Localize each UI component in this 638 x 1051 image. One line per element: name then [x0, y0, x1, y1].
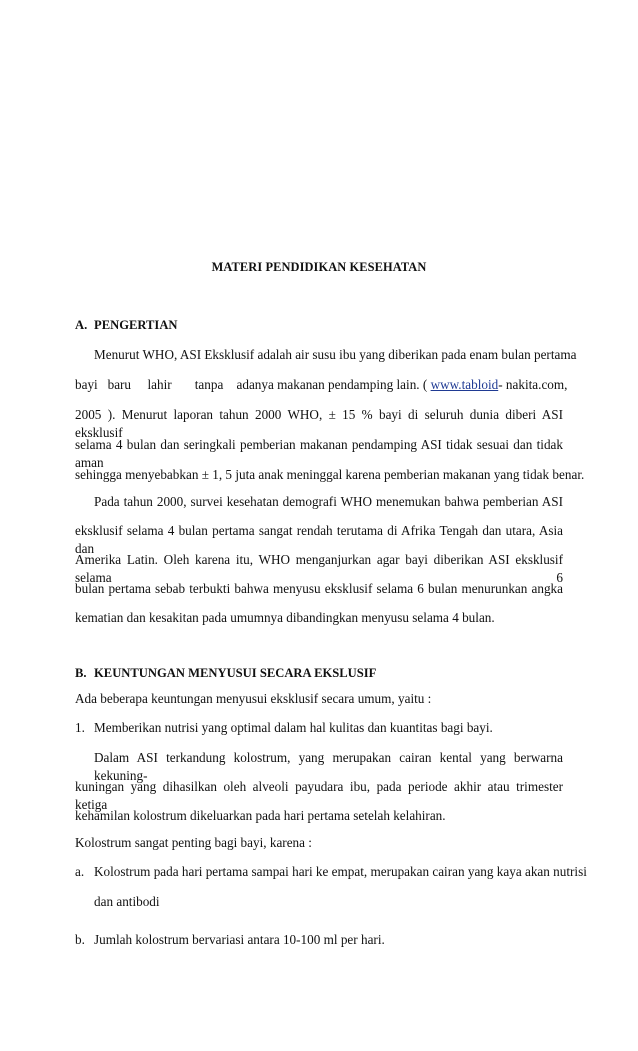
section-a-p2-line5: kematian dan kesakitan pada umumnya dibandingkan menyusu selama 4 bulan.	[75, 610, 495, 625]
section-a-p1-line2	[75, 376, 568, 394]
section-b-letter: B.	[75, 666, 87, 680]
section-b-item-1	[75, 719, 563, 737]
item-b-letter: b.	[75, 932, 85, 947]
section-b-p1-line3: kehamilan kolostrum dikeluarkan pada hari pertama setelah kelahiran.	[75, 808, 446, 823]
item-1-number: 1.	[75, 720, 85, 735]
section-b-title: KEUNTUNGAN MENYUSUI SECARA EKSLUSIF	[94, 666, 377, 680]
kolostrum-intro: Kolostrum sangat penting bagi bayi, karena :	[75, 835, 312, 850]
document-title: MATERI PENDIDIKAN KESEHATAN	[211, 260, 427, 274]
item-a-letter: a.	[75, 864, 85, 879]
section-a-p1-line2-after: - nakita.com,	[498, 377, 568, 392]
tabloid-link[interactable]: www.tabloid	[430, 377, 499, 392]
kolostrum-item-a	[75, 863, 587, 881]
section-a-p1-line2-before: bayi baru lahir tanpa adanya makanan pendamping lain. (	[75, 377, 431, 392]
item-1-text: Memberikan nutrisi yang optimal dalam hal kulitas dan kuantitas bagi bayi.	[94, 720, 493, 735]
section-a-p1-line1: Menurut WHO, ASI Eksklusif adalah air susu ibu yang diberikan pada enam bulan pertama	[94, 347, 577, 362]
section-a-p2-line4: bulan pertama sebab terbukti bahwa menyusu eksklusif selama 6 bulan menurunkan angka	[75, 581, 563, 596]
section-a-p2-line3: Amerika Latin. Oleh karena itu, WHO menganjurkan agar bayi diberikan ASI eksklusif selama 6	[75, 552, 563, 585]
section-a-p1-line5: sehingga menyebabkan ± 1, 5 juta anak meninggal karena pemberian makanan yang tidak benar.	[75, 467, 585, 482]
section-b-p1-line1: Dalam ASI terkandung kolostrum, yang merupakan cairan kental yang berwarna kekuning-	[94, 750, 563, 783]
section-b-heading	[75, 664, 563, 682]
section-a-p1-line4: selama 4 bulan dan seringkali pemberian makanan pendamping ASI tidak sesuai dan tidak aman	[75, 437, 563, 470]
section-b-p1-line2: kuningan yang dihasilkan oleh alveoli payudara ibu, pada periode akhir atau trimester ketiga	[75, 779, 563, 812]
kolostrum-item-b	[75, 931, 563, 949]
item-a-line2: dan antibodi	[94, 894, 160, 909]
section-a-p2-line2: eksklusif selama 4 bulan pertama sangat rendah terutama di Afrika Tengah dan utara, Asia dan	[75, 523, 563, 556]
section-a-letter: A.	[75, 318, 88, 332]
item-a-line1: Kolostrum pada hari pertama sampai hari ke empat, merupakan cairan yang kaya akan nutrisi	[94, 864, 587, 879]
section-b-intro: Ada beberapa keuntungan menyusui eksklusif secara umum, yaitu :	[75, 691, 432, 706]
section-a-p2-line1: Pada tahun 2000, survei kesehatan demografi WHO menemukan bahwa pemberian ASI	[94, 494, 563, 509]
section-a-title: PENGERTIAN	[94, 318, 178, 332]
item-b-text: Jumlah kolostrum bervariasi antara 10-100 ml per hari.	[94, 932, 385, 947]
section-a-p1-line3: 2005 ). Menurut laporan tahun 2000 WHO, ± 15 % bayi di seluruh dunia diberi ASI eksklusif	[75, 407, 563, 440]
section-a-heading	[75, 316, 563, 334]
